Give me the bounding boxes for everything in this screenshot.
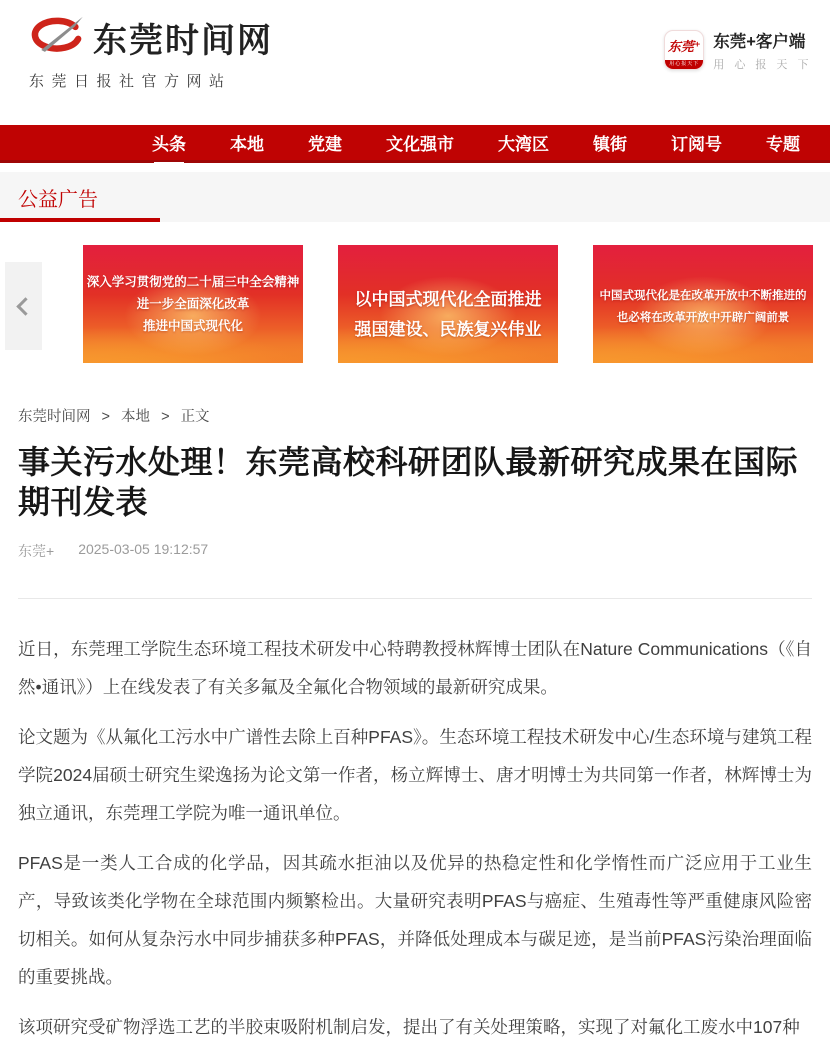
app-client-icon: 东莞⁺ 用心报天下 bbox=[664, 30, 704, 70]
app-client-title: 东莞+客户端 bbox=[713, 33, 806, 51]
app-client-slogan: 用 心 报 天 下 bbox=[713, 59, 812, 71]
main-nav bbox=[0, 125, 830, 163]
article-source: 东莞+ bbox=[18, 543, 55, 559]
article-body bbox=[18, 599, 812, 1046]
logo-subtitle: 东莞日报社官方网站 bbox=[29, 73, 232, 90]
nav-item-subscriptions[interactable]: 订阅号 bbox=[671, 135, 722, 154]
site-logo[interactable] bbox=[25, 14, 273, 91]
nav-item-party-building[interactable]: 党建 bbox=[308, 135, 342, 154]
breadcrumb-current: 正文 bbox=[180, 409, 210, 425]
article-datetime: 2025-03-05 19:12:57 bbox=[78, 541, 209, 557]
nav-item-culture[interactable]: 文化强市 bbox=[386, 135, 454, 154]
ad-banner-3[interactable]: 中国式现代化是在改革开放中不断推进的 也必将在改革开放中开辟广阔前景 bbox=[593, 245, 813, 363]
public-ad-title: 公益广告 bbox=[18, 188, 98, 211]
logo-swoosh-icon bbox=[25, 14, 87, 62]
nav-item-greater-bay[interactable]: 大湾区 bbox=[498, 135, 549, 154]
breadcrumb-home[interactable]: 东莞时间网 bbox=[18, 409, 91, 425]
article-paragraph: PFAS是一类人工合成的化学品，因其疏水拒油以及优异的热稳定性和化学惰性而广泛应用于工业生产，导致该类化学物在全球范围内频繁检出。大量研究表明PFAS与癌症、生殖毒性等严重健康风险密切相关。如何从复杂污水中同步捕获多种PFAS，并降低处理成本与碳足迹，是当前PFAS污染治理面临的重要挑战。 bbox=[18, 853, 812, 987]
nav-item-local[interactable]: 本地 bbox=[230, 135, 264, 154]
breadcrumb-separator: > bbox=[101, 409, 110, 425]
nav-item-topics[interactable]: 专题 bbox=[766, 135, 800, 154]
article-paragraph: 论文题为《从氟化工污水中广谱性去除上百种PFAS》。生态环境工程技术研发中心/生态环境与建筑工程学院2024届硕士研究生梁逸扬为论文第一作者，杨立辉博士、唐才明博士为共同第一作者，林辉博士为独立通讯，东莞理工学院为唯一通讯单位。 bbox=[18, 727, 812, 823]
article-title: 事关污水处理！东莞高校科研团队最新研究成果在国际期刊发表 bbox=[18, 444, 799, 520]
app-client-badge[interactable] bbox=[664, 28, 812, 72]
breadcrumb-section[interactable]: 本地 bbox=[121, 409, 151, 425]
article-meta bbox=[18, 541, 812, 561]
nav-item-headlines[interactable]: 头条 bbox=[152, 130, 186, 155]
site-header bbox=[0, 0, 830, 125]
breadcrumb-separator: > bbox=[161, 409, 170, 425]
breadcrumb bbox=[18, 405, 812, 426]
ad-banner-1[interactable]: 深入学习贯彻党的二十届三中全会精神 进一步全面深化改革 推进中国式现代化 bbox=[83, 245, 303, 363]
article-paragraph: 该项研究受矿物浮选工艺的半胶束吸附机制启发，提出了有关处理策略，实现了对氟化工废水中107种 bbox=[18, 1017, 800, 1037]
chevron-left-icon bbox=[16, 297, 34, 315]
ad-banner-2[interactable]: 以中国式现代化全面推进 强国建设、民族复兴伟业 bbox=[338, 245, 558, 363]
carousel-prev-button[interactable] bbox=[5, 262, 42, 350]
nav-item-towns[interactable]: 镇街 bbox=[593, 135, 627, 154]
article bbox=[18, 442, 812, 1046]
logo-wordmark: 东莞时间网 bbox=[93, 22, 273, 60]
article-paragraph: 近日，东莞理工学院生态环境工程技术研发中心特聘教授林辉博士团队在Nature Communications（《自然•通讯》）上在线发表了有关多氟及全氟化合物领域的最新研究成果。 bbox=[18, 639, 812, 697]
public-ad-section-header bbox=[0, 172, 830, 222]
ad-carousel bbox=[0, 222, 830, 390]
